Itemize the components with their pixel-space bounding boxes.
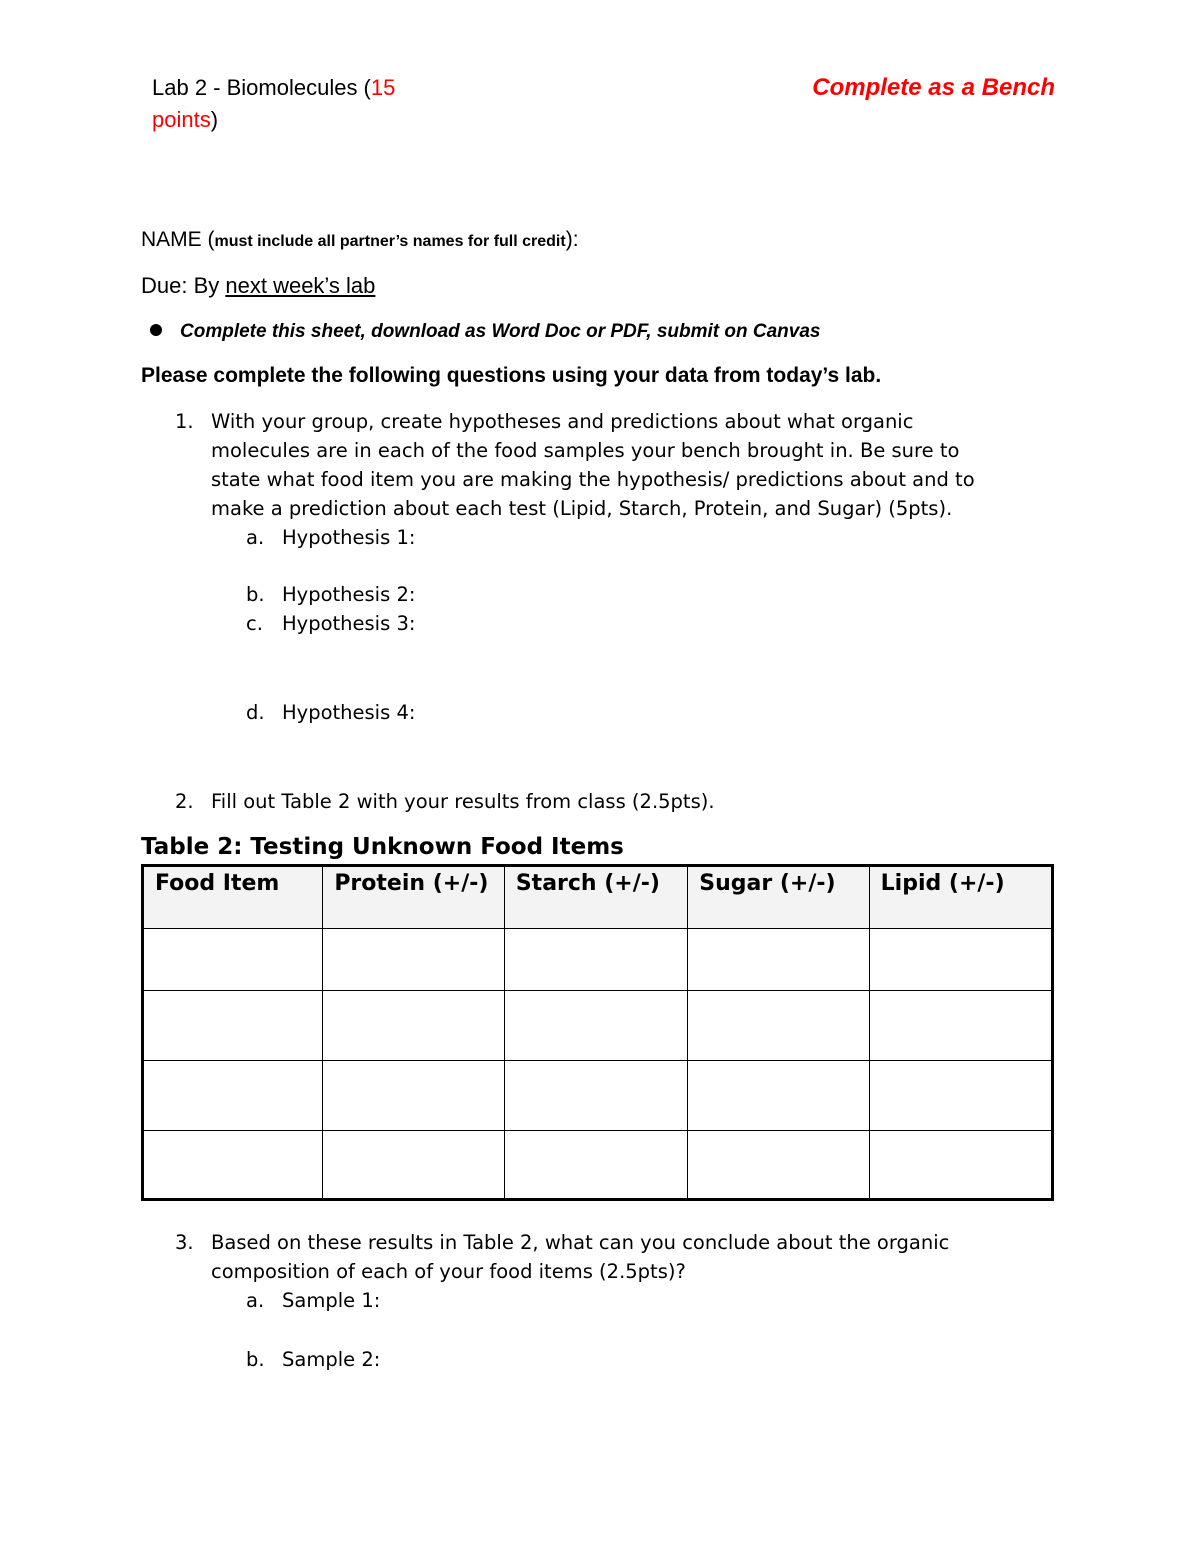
table-cell[interactable] [143, 929, 323, 991]
hypothesis-1 [246, 523, 415, 552]
table-cell[interactable] [688, 991, 869, 1061]
due-date: next week’s lab [225, 273, 376, 298]
header-lipid: Lipid (+/-) [869, 866, 1052, 929]
question-3 [175, 1228, 1075, 1286]
question-number: 3. [175, 1231, 194, 1254]
question-line: Fill out Table 2 with your results from class (2.5pts). [211, 790, 715, 813]
table-cell[interactable] [504, 991, 687, 1061]
name-line [141, 226, 579, 256]
bench-note: Complete as a Bench [812, 74, 1055, 101]
table-caption: Table 2: Testing Unknown Food Items [141, 834, 624, 860]
sub-letter: d. [246, 701, 265, 724]
name-label: NAME ( [141, 228, 215, 251]
table-cell[interactable] [869, 991, 1052, 1061]
name-end: ): [565, 228, 579, 251]
due-label: Due: By [141, 273, 226, 298]
table-header-row [143, 866, 1053, 929]
table-cell[interactable] [143, 1131, 323, 1200]
bullet-dot-icon [150, 324, 162, 336]
question-line: composition of each of your food items (2.5pts)? [211, 1260, 686, 1283]
hypothesis-3 [246, 609, 415, 638]
results-table [141, 864, 1054, 1201]
due-line [141, 272, 375, 300]
title-suffix: ) [210, 107, 219, 132]
sub-text: Hypothesis 2: [282, 583, 416, 606]
table-cell[interactable] [504, 1061, 687, 1131]
table-row [143, 1061, 1053, 1131]
question-1 [175, 407, 1075, 523]
table-cell[interactable] [869, 1061, 1052, 1131]
table-cell[interactable] [504, 1131, 687, 1200]
title-points: 15 points [152, 75, 396, 132]
question-number: 1. [175, 410, 194, 433]
sub-letter: c. [246, 612, 263, 635]
header-food-item: Food Item [143, 866, 323, 929]
sample-2 [246, 1345, 380, 1374]
sub-text: Hypothesis 3: [282, 612, 416, 635]
table-row [143, 1131, 1053, 1200]
sub-text: Sample 2: [282, 1348, 381, 1371]
sub-letter: b. [246, 1348, 265, 1371]
table-cell[interactable] [143, 991, 323, 1061]
sample-1 [246, 1286, 380, 1315]
submission-bullet [150, 318, 820, 346]
instructions: Please complete the following questions using your data from today’s lab. [141, 364, 882, 387]
table-cell[interactable] [688, 1131, 869, 1200]
question-line: make a prediction about each test (Lipid, Starch, Protein, and Sugar) (5pts). [211, 497, 953, 520]
table-cell[interactable] [323, 929, 505, 991]
sub-letter: b. [246, 583, 265, 606]
question-line: molecules are in each of the food samples your bench brought in. Be sure to [211, 439, 960, 462]
header-protein: Protein (+/-) [323, 866, 505, 929]
question-line: Based on these results in Table 2, what can you conclude about the organic [211, 1231, 950, 1254]
header-starch: Starch (+/-) [504, 866, 687, 929]
table-cell[interactable] [504, 929, 687, 991]
question-number: 2. [175, 790, 194, 813]
hypothesis-4 [246, 698, 415, 727]
name-note: must include all partner’s names for full credit [214, 233, 566, 250]
table-row [143, 929, 1053, 991]
title-prefix: Lab 2 - Biomolecules ( [152, 75, 371, 100]
sub-letter: a. [246, 526, 265, 549]
question-line: With your group, create hypotheses and predictions about what organic [211, 410, 914, 433]
table-row [143, 991, 1053, 1061]
table-cell[interactable] [688, 929, 869, 991]
table-cell[interactable] [323, 991, 505, 1061]
table-cell[interactable] [869, 929, 1052, 991]
hypothesis-2 [246, 580, 415, 609]
question-2 [175, 787, 1075, 816]
table-cell[interactable] [869, 1131, 1052, 1200]
sub-text: Hypothesis 1: [282, 526, 416, 549]
table-cell[interactable] [323, 1061, 505, 1131]
sub-text: Sample 1: [282, 1289, 381, 1312]
question-line: state what food item you are making the hypothesis/ predictions about and to [211, 468, 975, 491]
sub-text: Hypothesis 4: [282, 701, 416, 724]
table-cell[interactable] [143, 1061, 323, 1131]
table-cell[interactable] [688, 1061, 869, 1131]
table-cell[interactable] [323, 1131, 505, 1200]
header-sugar: Sugar (+/-) [688, 866, 869, 929]
sub-letter: a. [246, 1289, 265, 1312]
lab-title [152, 72, 452, 136]
bullet-text: Complete this sheet, download as Word Doc or PDF, submit on Canvas [180, 321, 821, 342]
